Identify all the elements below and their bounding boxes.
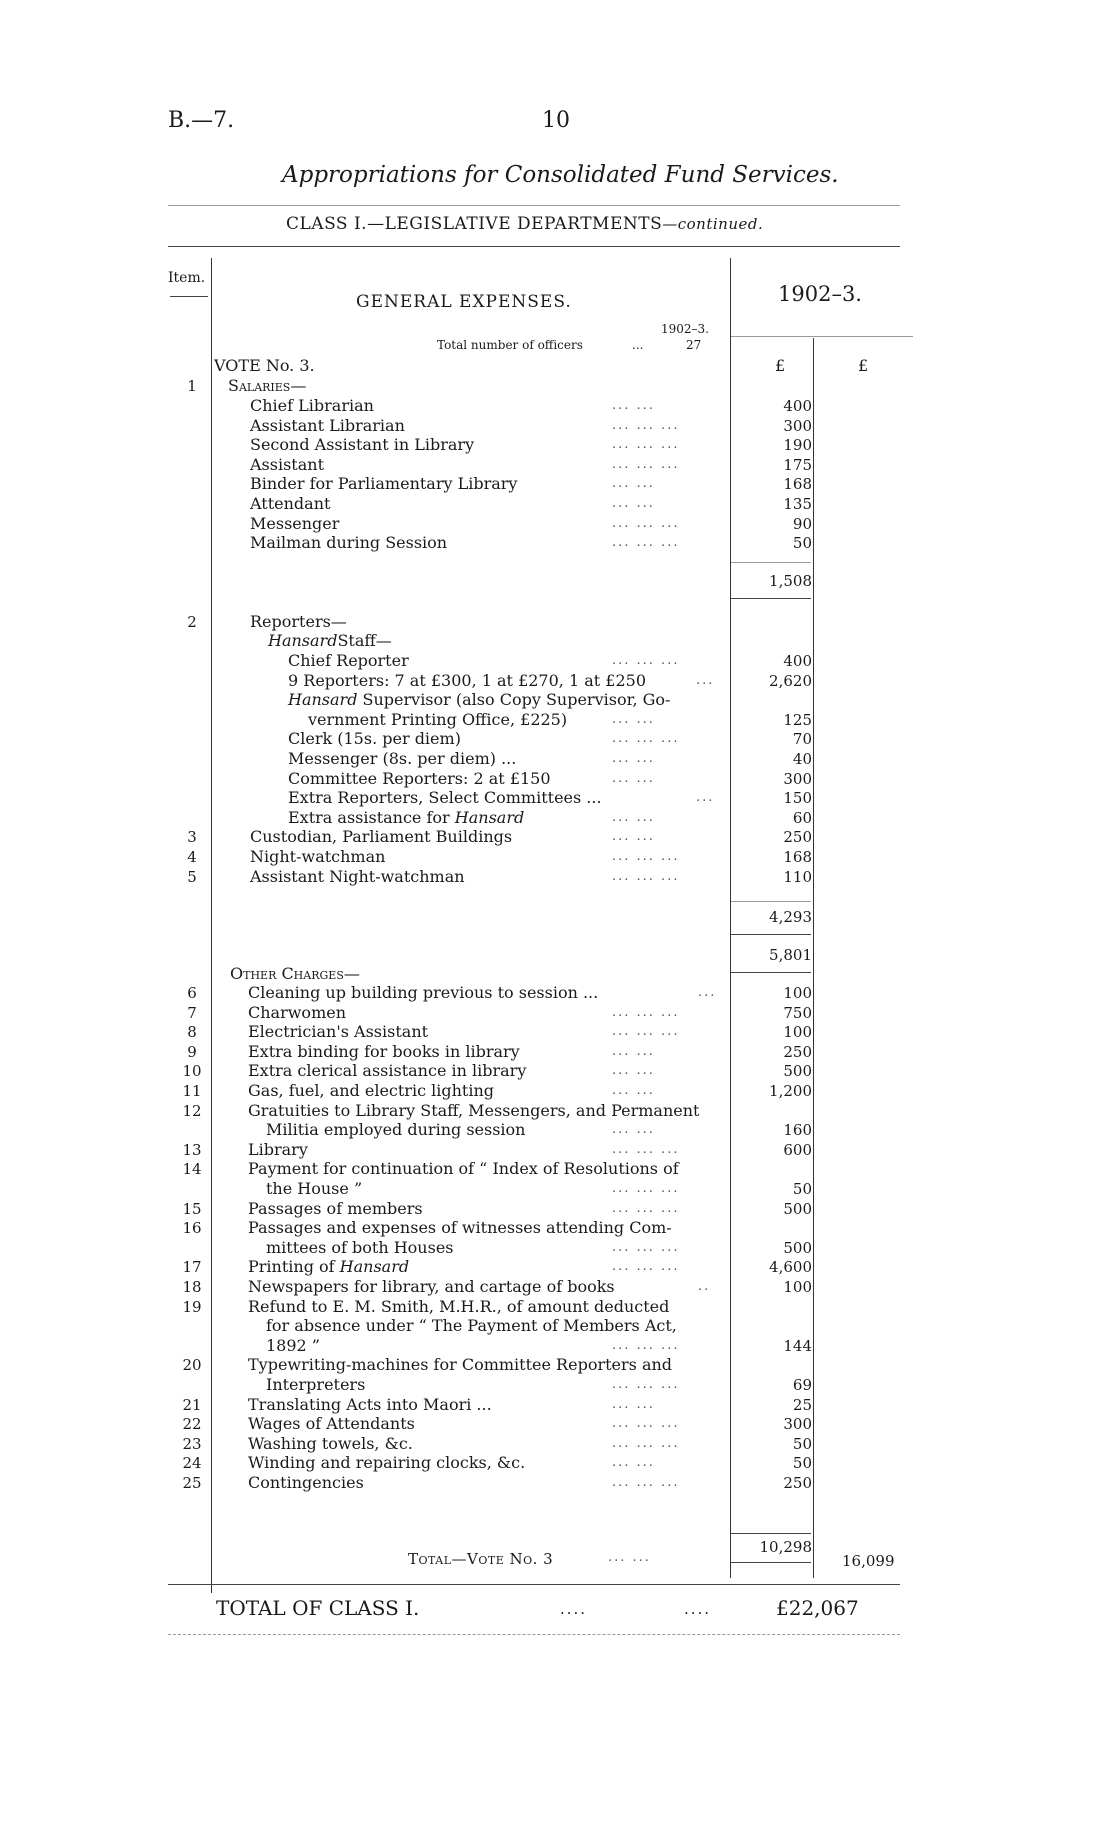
row-label [266, 1336, 320, 1356]
class-total-bottom-rule [168, 1634, 900, 1635]
row-label [248, 1453, 525, 1473]
officers-dots: ... [632, 338, 644, 352]
row-amount: 400 [783, 397, 812, 415]
row-amount: 110 [783, 867, 812, 886]
salary-row [0, 474, 1114, 494]
other-charge-row [0, 1022, 1114, 1042]
leader-dots: ... [696, 790, 715, 806]
row-label-text: Gas, fuel, and electric lighting [248, 1081, 494, 1100]
row-label [288, 749, 516, 769]
other-charge-row [0, 1277, 1114, 1297]
leader-dots: ... ... ... [612, 1337, 680, 1353]
item-number: 1 [187, 377, 197, 395]
row-label-text: Typewriting-machines for Committee Reporters and [248, 1355, 673, 1375]
row-label-text: Winding and repairing clocks, &c. [248, 1453, 526, 1473]
other-charge-row [0, 983, 1114, 1003]
row-amount: 90 [792, 514, 812, 533]
leader-dots: ... ... [612, 1455, 655, 1471]
class-heading-text: CLASS I.—LEGISLATIVE DEPARTMENTS [286, 214, 663, 234]
row-label-text: Clerk (15s. per diem) [288, 729, 461, 749]
item-number: 11 [182, 1082, 202, 1100]
row-amount: 4,600 [769, 1258, 812, 1277]
row-label [248, 1003, 346, 1023]
item-number: 20 [182, 1356, 202, 1375]
other-charge-row [0, 1395, 1114, 1415]
row-amount: 135 [783, 495, 812, 513]
row-amount: 70 [792, 730, 812, 749]
row-label-text: Passages of members [248, 1198, 423, 1218]
row-label-text: Other Charges— [230, 964, 360, 983]
row-label-text: Extra assistance for [288, 807, 455, 827]
other-charges-sum-rule [731, 1533, 811, 1534]
leader-dots: ... [696, 672, 715, 688]
row-amount: 1,200 [769, 1082, 812, 1100]
officers-label: Total number of officers [437, 338, 583, 352]
leader-dots: ... ... ... [612, 653, 680, 668]
reporter-row [0, 729, 1114, 749]
row-label [248, 1257, 409, 1277]
reporter-row [0, 749, 1114, 769]
row-amount: 250 [783, 1474, 812, 1492]
leader-dots: ... ... ... [612, 535, 680, 551]
other-charge-continuation [0, 1120, 1114, 1140]
leader-dots: ... ... ... [612, 1259, 680, 1275]
leader-dots: ... ... ... [612, 1024, 680, 1040]
row-label [288, 690, 670, 710]
item-number: 22 [182, 1415, 202, 1434]
other-charge-row [0, 1257, 1114, 1277]
row-label [248, 1081, 494, 1101]
item-number: 10 [182, 1062, 202, 1081]
row-label [250, 867, 465, 887]
document-reference: B.—7. [168, 108, 235, 133]
reporters-subtotal: 4,293 [769, 908, 812, 926]
reporter-row [0, 690, 1114, 710]
leader-dots: ... ... [612, 496, 655, 511]
row-label-text: Custodian, Parliament Buildings [250, 827, 513, 847]
row-label-text: mittees of both Houses [266, 1237, 454, 1257]
building-row [0, 867, 1114, 887]
row-label [250, 455, 324, 475]
other-charge-row [0, 1199, 1114, 1219]
row-amount: 69 [792, 1376, 812, 1394]
leader-dots: ... ... [612, 1043, 655, 1059]
row-label-text: Militia employed during session [266, 1120, 526, 1140]
other-charge-row [0, 1101, 1114, 1121]
leader-dots: ... ... ... [612, 731, 680, 747]
row-label [288, 808, 524, 828]
row-label-text: vernment Printing Office, £225) [308, 709, 568, 729]
row-label-text: Second Assistant in Library [250, 435, 475, 455]
year-header-rule [731, 336, 913, 337]
row-amount: 125 [783, 710, 812, 729]
leader-dots: ... ... [612, 1122, 655, 1138]
salaries-and-reporters-subtotal: 5,801 [769, 946, 812, 964]
leader-dots: ... ... [612, 476, 655, 492]
item-number: 13 [182, 1140, 202, 1159]
item-column-header: Item. [168, 270, 206, 286]
class-total-dots-1: .... [560, 1600, 588, 1618]
row-amount: 250 [783, 828, 812, 847]
other-charge-continuation [0, 1179, 1114, 1199]
reporter-row [0, 808, 1114, 828]
reporter-row [0, 671, 1114, 691]
row-label-text: Charwomen [248, 1002, 347, 1022]
table-top-rule [168, 246, 900, 247]
row-label-text: the House ” [266, 1179, 363, 1198]
row-label [248, 1277, 615, 1297]
row-amount: 175 [783, 455, 812, 474]
salaries-subtotal: 1,508 [769, 572, 812, 590]
row-label [248, 1218, 672, 1238]
row-amount: 40 [792, 750, 812, 768]
item-number: 3 [187, 828, 197, 847]
row-amount: 2,620 [769, 671, 812, 690]
row-label [288, 729, 461, 749]
row-label-text: Cleaning up building previous to session ... [248, 983, 599, 1002]
row-amount: 168 [783, 475, 812, 494]
row-label [266, 1316, 677, 1336]
vote-label: VOTE No. 3. [214, 356, 315, 375]
row-amount: 300 [783, 1415, 812, 1434]
row-label [268, 631, 392, 651]
hansard-staff-row [0, 631, 1114, 651]
row-amount: 190 [783, 436, 812, 455]
row-label [250, 827, 512, 847]
building-row [0, 847, 1114, 867]
row-amount: 160 [783, 1121, 812, 1140]
leader-dots: ... ... ... [612, 437, 680, 453]
row-amount: 50 [792, 1180, 812, 1198]
row-label-text: Night-watchman [250, 847, 386, 866]
row-label [248, 1434, 413, 1454]
reporter-row [0, 710, 1114, 730]
item-number: 23 [182, 1434, 202, 1453]
row-label [248, 1140, 308, 1160]
other-charge-row [0, 1453, 1114, 1473]
leader-dots: ... ... ... [612, 1435, 680, 1451]
other-charge-continuation [0, 1336, 1114, 1356]
reporters-total-rule [731, 934, 811, 935]
item-number: 15 [182, 1199, 202, 1218]
row-label-italic: Hansard [454, 807, 525, 827]
row-label [266, 1120, 525, 1140]
row-label-text: Printing of [248, 1257, 340, 1277]
row-amount: 300 [783, 416, 812, 435]
row-label [228, 376, 306, 396]
salaries-grand-rule [731, 972, 811, 973]
row-amount: 144 [783, 1336, 812, 1355]
item-number: 12 [182, 1101, 202, 1120]
leader-dots: ... ... ... [612, 1475, 680, 1490]
vote-total-amount: 16,099 [842, 1552, 895, 1570]
row-label [248, 1101, 699, 1121]
row-label [266, 1375, 365, 1395]
row-amount: 25 [792, 1395, 812, 1414]
salaries-sum-rule [731, 562, 811, 563]
row-label-text: Reporters— [250, 612, 347, 631]
row-label-text: Contingencies [248, 1473, 364, 1492]
item-number: 8 [187, 1023, 197, 1042]
leader-dots: ... ... ... [612, 1416, 680, 1432]
leader-dots: ... ... ... [612, 849, 680, 864]
class-total-top-rule [168, 1584, 900, 1585]
row-label [248, 1061, 526, 1081]
leader-dots: ... ... [612, 1063, 655, 1079]
row-amount: 50 [792, 1454, 812, 1473]
class-total-dots-2: .... [684, 1600, 712, 1618]
salary-row [0, 396, 1114, 416]
row-label-text: Salaries— [228, 376, 307, 395]
row-amount: 400 [783, 652, 812, 670]
row-label [248, 983, 598, 1003]
row-label-text: Binder for Parliamentary Library [250, 474, 518, 494]
row-label-italic: Hansard [268, 631, 338, 650]
row-amount: 50 [792, 1434, 812, 1453]
leader-dots: ... ... ... [612, 515, 680, 531]
row-label-text: Library [248, 1139, 308, 1159]
leader-dots: ... ... [612, 711, 655, 727]
currency-symbol-2: £ [858, 356, 869, 375]
leader-dots: ... ... [612, 1083, 655, 1098]
other-charge-row [0, 1061, 1114, 1081]
salaries-total-rule [731, 598, 811, 599]
currency-symbol-1: £ [775, 356, 786, 375]
salaries-heading-row [0, 376, 1114, 396]
leader-dots: .. [698, 1279, 711, 1294]
other-charge-row [0, 1159, 1114, 1179]
leader-dots: ... [698, 985, 717, 1000]
row-label [250, 396, 374, 416]
page-title: Appropriations for Consolidated Fund Services. [282, 162, 839, 188]
row-label-text: Mailman during Session [250, 533, 448, 553]
reporter-row [0, 769, 1114, 789]
row-label-text: Assistant Night-watchman [250, 866, 465, 886]
leader-dots: ... ... ... [612, 1200, 680, 1216]
row-amount: 100 [783, 984, 812, 1002]
class-heading-continued: —continued. [662, 215, 764, 233]
item-number: 6 [187, 984, 197, 1002]
row-label [248, 1473, 364, 1493]
reporter-row [0, 788, 1114, 808]
item-number: 4 [187, 848, 197, 866]
row-label [248, 1355, 672, 1375]
row-amount: 50 [792, 534, 812, 553]
row-label-text: Messenger [250, 513, 340, 533]
row-label [250, 533, 447, 553]
leader-dots: ... ... ... [612, 1004, 680, 1020]
row-label-text: Gratuities to Library Staff, Messengers, and Permanent [248, 1100, 700, 1120]
row-label-text: Extra clerical assistance in library [248, 1061, 527, 1081]
row-label [288, 769, 551, 789]
other-charges-subtotal: 10,298 [759, 1538, 812, 1556]
row-label-text: Staff— [337, 631, 392, 650]
row-label [250, 612, 347, 632]
item-number: 7 [187, 1003, 197, 1022]
row-label-text: Assistant Librarian [250, 415, 405, 435]
salary-row [0, 416, 1114, 436]
row-label [248, 1297, 669, 1317]
row-label [250, 474, 517, 494]
other-charge-row [0, 1434, 1114, 1454]
other-charges-heading-row [0, 964, 1114, 984]
row-label-text: Washing towels, &c. [248, 1433, 413, 1453]
officers-count: 27 [686, 338, 702, 352]
leader-dots: ... ... ... [612, 1239, 680, 1255]
row-amount: 150 [783, 789, 812, 808]
salary-row [0, 514, 1114, 534]
salary-row [0, 494, 1114, 514]
leader-dots: ... ... ... [612, 1377, 680, 1392]
leader-dots: ... ... [612, 829, 655, 845]
row-label-text: Extra binding for books in library [248, 1041, 520, 1061]
row-amount: 300 [783, 769, 812, 788]
row-label-text: Committee Reporters: 2 at £150 [288, 768, 551, 788]
row-amount: 100 [783, 1278, 812, 1296]
item-number: 19 [182, 1297, 202, 1316]
row-label-text: Wages of Attendants [248, 1414, 415, 1434]
row-label [288, 671, 646, 691]
row-amount: 500 [783, 1238, 812, 1257]
other-charge-row [0, 1414, 1114, 1434]
item-number: 21 [182, 1395, 202, 1414]
leader-dots: ... ... ... [612, 417, 680, 433]
row-amount: 500 [783, 1199, 812, 1218]
row-label-text: 9 Reporters: 7 at £300, 1 at £270, 1 at £250 [288, 670, 646, 690]
other-charge-row [0, 1473, 1114, 1493]
row-label [288, 788, 602, 808]
other-charge-row [0, 1218, 1114, 1238]
salary-row [0, 435, 1114, 455]
section-title: GENERAL EXPENSES. [356, 292, 572, 312]
leader-dots: ... ... [612, 1396, 655, 1412]
item-number: 16 [182, 1219, 202, 1238]
row-amount: 600 [783, 1140, 812, 1159]
row-label-text: Passages and expenses of witnesses attending Com- [248, 1218, 672, 1238]
row-label [250, 435, 474, 455]
row-label [266, 1238, 454, 1258]
row-label-text: Newspapers for library, and cartage of books [248, 1277, 615, 1296]
reporter-row [0, 651, 1114, 671]
other-charge-continuation [0, 1375, 1114, 1395]
other-charge-row [0, 1140, 1114, 1160]
row-label [248, 1042, 520, 1062]
row-label-text: Translating Acts into Maori ... [248, 1394, 492, 1414]
item-number: 2 [187, 613, 197, 631]
item-header-rule [170, 296, 208, 297]
vote-total-dots: ... ... [608, 1550, 651, 1565]
row-label [288, 651, 409, 671]
reporters-heading-row [0, 612, 1114, 632]
year-column-header: 1902–3. [778, 282, 862, 306]
row-label-text: Chief Librarian [250, 396, 374, 415]
row-amount: 250 [783, 1042, 812, 1061]
salary-row [0, 455, 1114, 475]
row-label-text: Attendant [250, 494, 331, 513]
class-total-amount: £22,067 [776, 1596, 859, 1620]
other-charge-continuation [0, 1316, 1114, 1336]
officers-year: 1902–3. [661, 322, 709, 336]
row-label [250, 416, 405, 436]
row-amount: 500 [783, 1062, 812, 1081]
row-label [266, 1179, 362, 1199]
salary-row [0, 533, 1114, 553]
row-label [250, 494, 330, 514]
other-charge-row [0, 1081, 1114, 1101]
item-number: 14 [182, 1160, 202, 1179]
class-heading [286, 214, 763, 234]
leader-dots: ... ... ... [612, 1181, 680, 1196]
row-amount: 168 [783, 848, 812, 866]
row-label-text: Extra Reporters, Select Committees ... [288, 788, 602, 808]
row-label [250, 847, 385, 867]
row-label [250, 514, 339, 534]
item-number: 5 [187, 867, 197, 886]
other-charges-total-rule [731, 1562, 811, 1563]
leader-dots: ... ... [612, 751, 655, 766]
leader-dots: ... ... ... [612, 1141, 680, 1157]
row-amount: 750 [783, 1003, 812, 1022]
item-number: 17 [182, 1258, 202, 1277]
item-number: 25 [182, 1474, 202, 1492]
item-number: 18 [182, 1278, 202, 1296]
leader-dots: ... ... ... [612, 868, 680, 884]
row-label [248, 1159, 679, 1179]
row-label-text: Payment for continuation of “ Index of Resolutions of [248, 1159, 679, 1179]
building-row [0, 827, 1114, 847]
rule [168, 205, 900, 206]
item-number: 9 [187, 1042, 197, 1061]
leader-dots: ... ... [612, 809, 655, 825]
row-label [248, 1199, 423, 1219]
class-total-label: TOTAL OF CLASS I. [216, 1596, 420, 1620]
row-label-text: 1892 ” [266, 1335, 320, 1355]
row-label-text: Assistant [250, 454, 325, 474]
row-label-text: Supervisor (also Copy Supervisor, Go- [357, 690, 671, 710]
row-label [248, 1022, 428, 1042]
row-label-text: Electrician's Assistant [248, 1022, 429, 1042]
row-amount: 100 [783, 1023, 812, 1042]
row-label [308, 710, 567, 730]
leader-dots: ... ... ... [612, 456, 680, 472]
item-number: 24 [182, 1454, 202, 1473]
row-label-text: Interpreters [266, 1375, 366, 1394]
other-charge-row [0, 1042, 1114, 1062]
row-label-italic: Hansard [288, 690, 358, 710]
row-label [248, 1414, 415, 1434]
other-charge-continuation [0, 1238, 1114, 1258]
row-label-italic: Hansard [339, 1257, 410, 1277]
leader-dots: ... ... [612, 398, 655, 413]
row-label-text: Messenger (8s. per diem) ... [288, 749, 517, 768]
row-amount: 60 [792, 808, 812, 827]
vote-total-label: Total—Vote No. 3 [408, 1550, 554, 1568]
row-label [230, 964, 360, 984]
row-label-text: for absence under “ The Payment of Members Act, [266, 1316, 677, 1336]
other-charge-row [0, 1003, 1114, 1023]
row-label [248, 1395, 492, 1415]
reporters-sum-rule [731, 901, 811, 902]
row-label-text: Refund to E. M. Smith, M.H.R., of amount deducted [248, 1296, 670, 1316]
other-charge-row [0, 1355, 1114, 1375]
row-label-text: Chief Reporter [288, 651, 409, 670]
other-charge-row [0, 1297, 1114, 1317]
leader-dots: ... ... [612, 770, 655, 786]
page-number: 10 [542, 108, 570, 133]
